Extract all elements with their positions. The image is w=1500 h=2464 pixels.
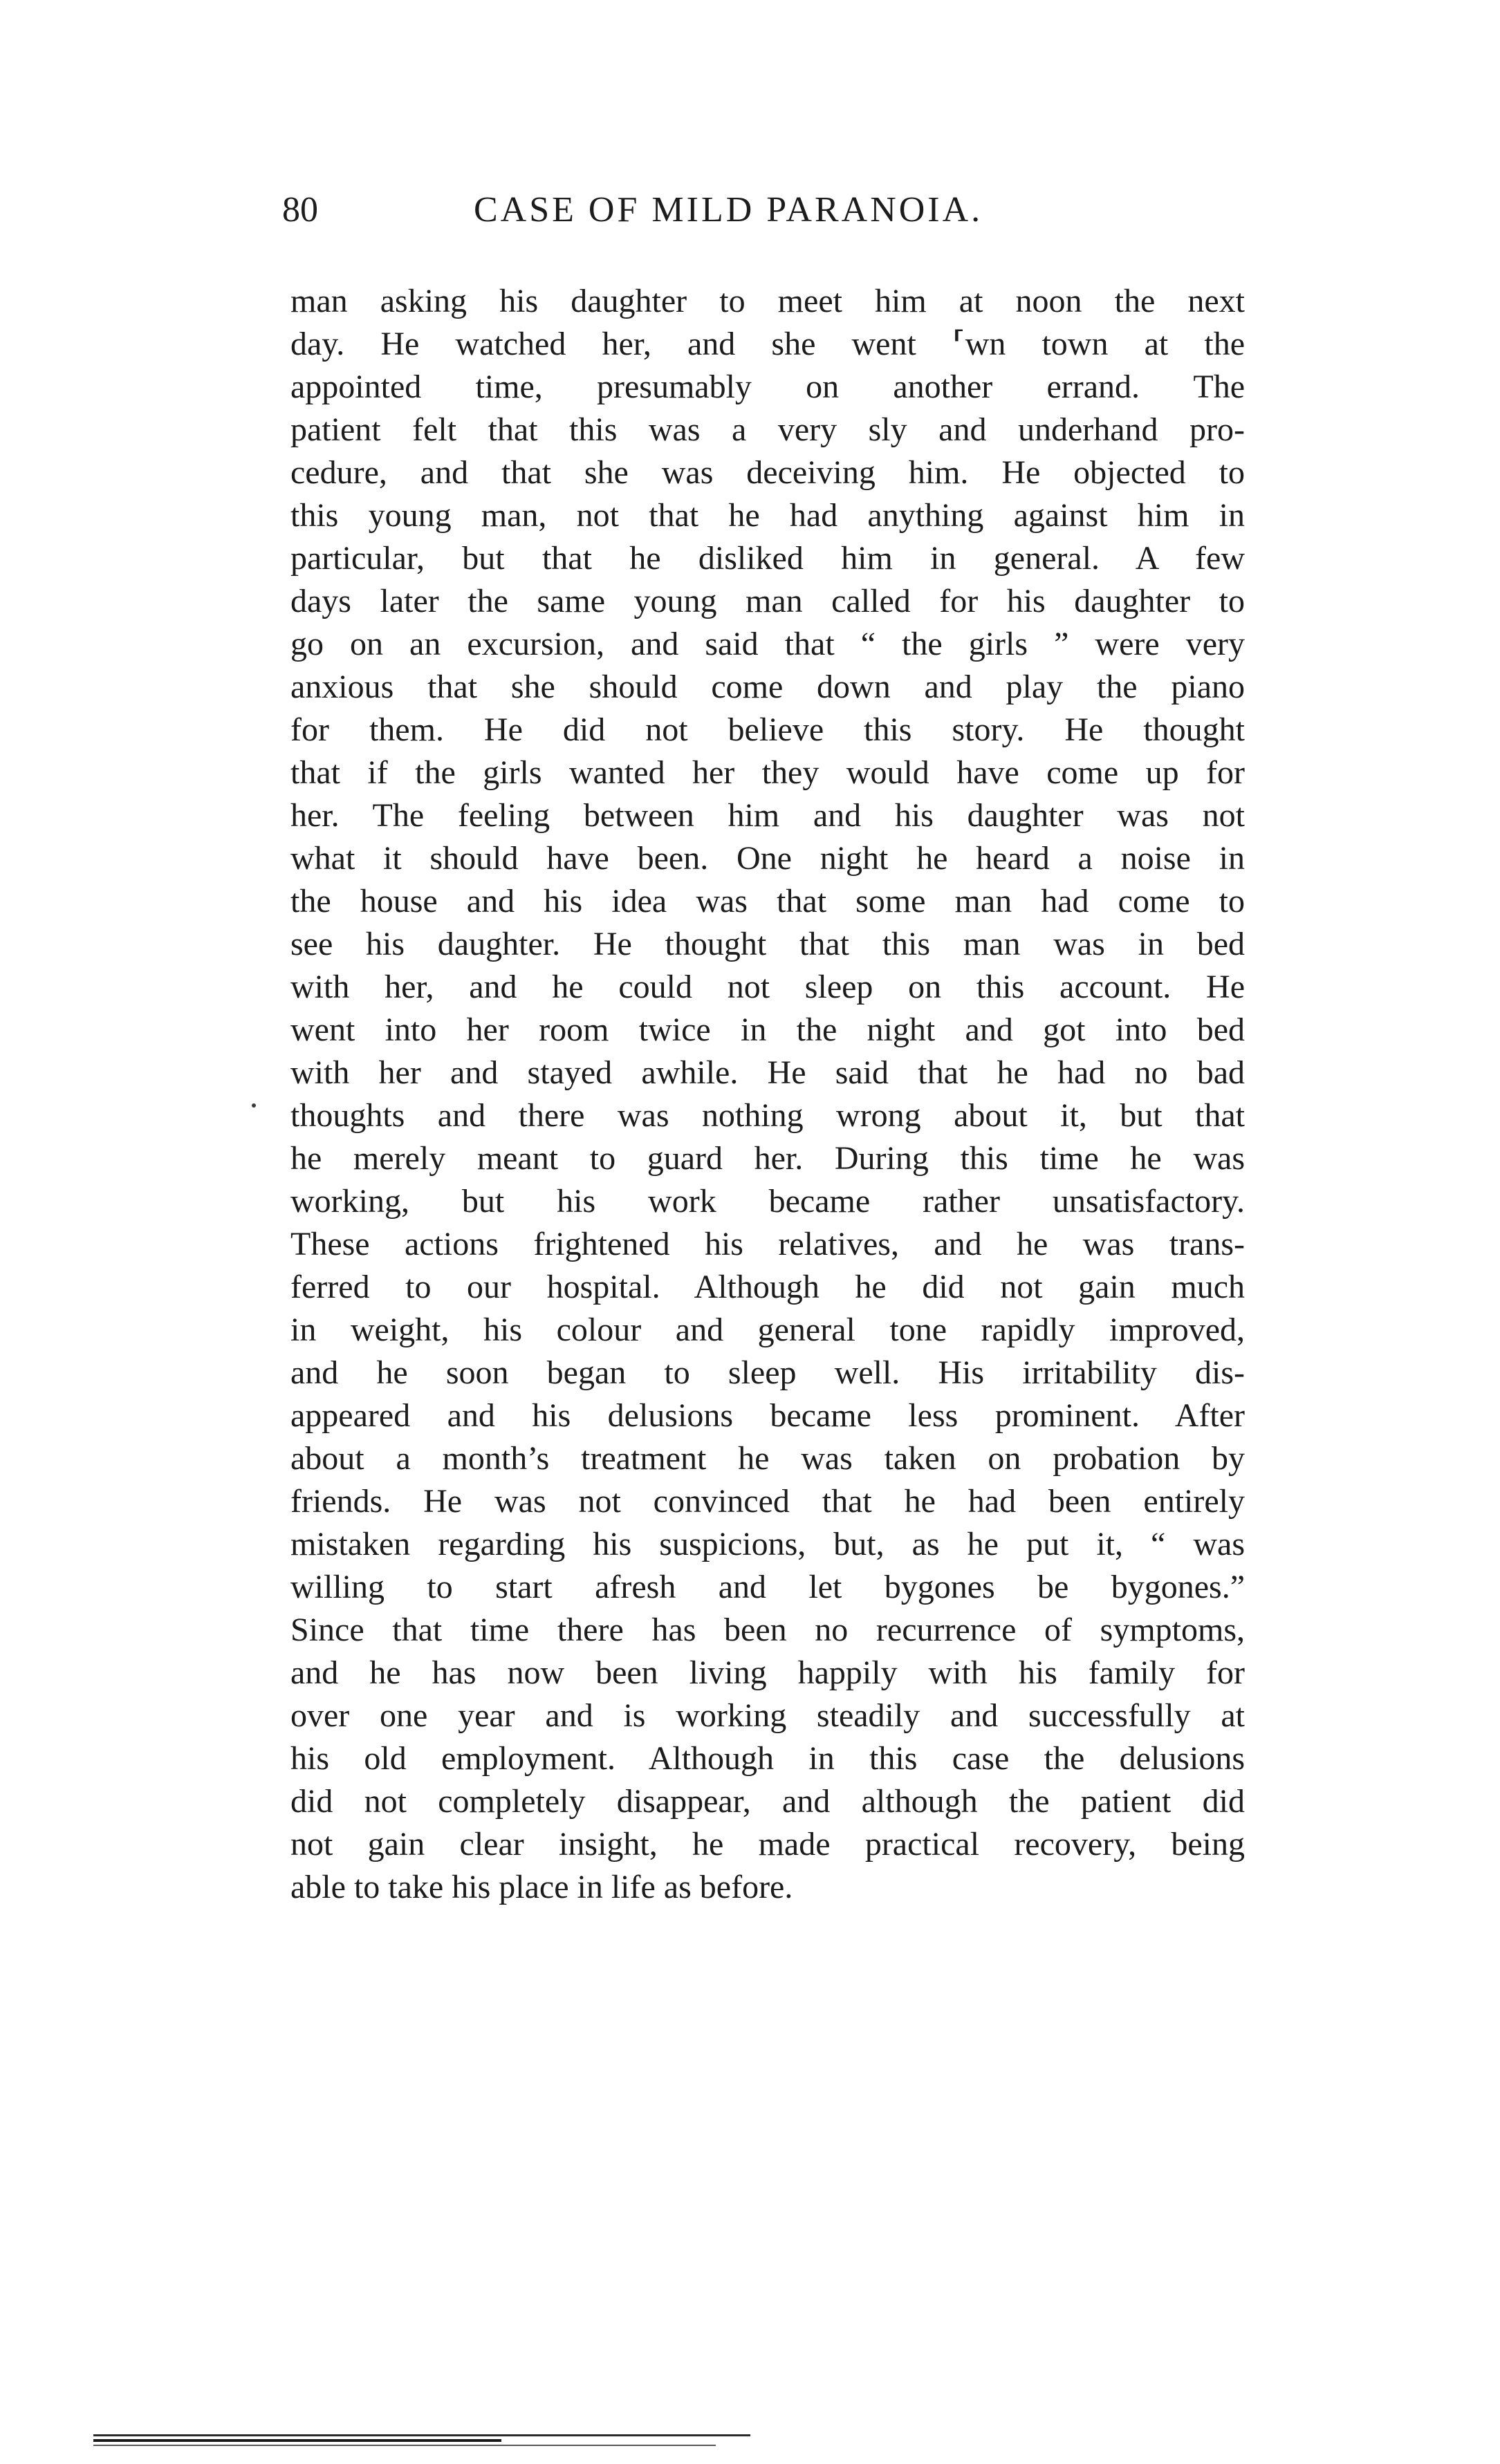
margin-speck: [252, 1103, 256, 1108]
text-line: went into her room twice in the night and got into bed: [290, 1011, 1245, 1048]
running-head-title: CASE OF MILD PARANOIA.: [474, 190, 983, 230]
text-line: did not completely disappear, and although the patient did: [290, 1783, 1245, 1820]
text-line: not gain clear insight, he made practical recovery, being: [290, 1826, 1245, 1863]
text-line: this young man, not that he had anything against him in: [290, 497, 1245, 534]
text-line: his old employment. Although in this case the delusions: [290, 1740, 1245, 1777]
text-line: and he soon began to sleep well. His irritability dis-: [290, 1354, 1245, 1391]
text-line: over one year and is working steadily and successfully at: [290, 1697, 1245, 1734]
text-line: patient felt that this was a very sly and underhand pro-: [290, 411, 1245, 448]
text-line: cedure, and that she was deceiving him. He objected to: [290, 454, 1245, 491]
text-line: friends. He was not convinced that he had been entirely: [290, 1483, 1245, 1520]
body-text: [290, 280, 1245, 1909]
text-line: anxious that she should come down and play the piano: [290, 669, 1245, 705]
text-line: in weight, his colour and general tone rapidly improved,: [290, 1312, 1245, 1348]
text-line: willing to start afresh and let bygones be bygones.”: [290, 1569, 1245, 1605]
text-line: and he has now been living happily with his family for: [290, 1654, 1245, 1691]
text-line: go on an excursion, and said that “ the girls ” were very: [290, 626, 1245, 662]
text-line: man asking his daughter to meet him at noon the next: [290, 283, 1245, 319]
text-line: about a month’s treatment he was taken on probation by: [290, 1440, 1245, 1477]
text-line: These actions frightened his relatives, and he was trans-: [290, 1226, 1245, 1262]
text-line: he merely meant to guard her. During this time he was: [290, 1140, 1245, 1177]
text-line: with her, and he could not sleep on this account. He: [290, 969, 1245, 1005]
text-line: Since that time there has been no recurrence of symptoms,: [290, 1612, 1245, 1648]
text-line: appointed time, presumably on another errand. The: [290, 368, 1245, 405]
text-line: what it should have been. One night he heard a noise in: [290, 840, 1245, 877]
text-line-last: able to take his place in life as before.: [290, 1869, 793, 1905]
text-line: day. He watched her, and she went ⸢wn town at the: [290, 326, 1245, 362]
bottom-scan-rule: [93, 2445, 716, 2446]
text-line: see his daughter. He thought that this man was in bed: [290, 926, 1245, 962]
page-number: 80: [282, 190, 318, 230]
text-line: mistaken regarding his suspicions, but, as he put it, “ was: [290, 1526, 1245, 1562]
text-line: for them. He did not believe this story. He thought: [290, 711, 1245, 748]
text-line: that if the girls wanted her they would have come up for: [290, 754, 1245, 791]
bottom-scan-rule: [93, 2439, 501, 2442]
text-line: thoughts and there was nothing wrong about it, but that: [290, 1097, 1245, 1134]
text-line: her. The feeling between him and his daughter was not: [290, 797, 1245, 834]
text-line: particular, but that he disliked him in general. A few: [290, 540, 1245, 577]
text-line: days later the same young man called for his daughter to: [290, 583, 1245, 619]
text-line: with her and stayed awhile. He said that he had no bad: [290, 1054, 1245, 1091]
text-line: working, but his work became rather unsatisfactory.: [290, 1183, 1245, 1220]
text-line: appeared and his delusions became less prominent. After: [290, 1397, 1245, 1434]
text-line: ferred to our hospital. Although he did not gain much: [290, 1269, 1245, 1305]
bottom-scan-rule: [93, 2434, 750, 2436]
text-line: the house and his idea was that some man had come to: [290, 883, 1245, 920]
